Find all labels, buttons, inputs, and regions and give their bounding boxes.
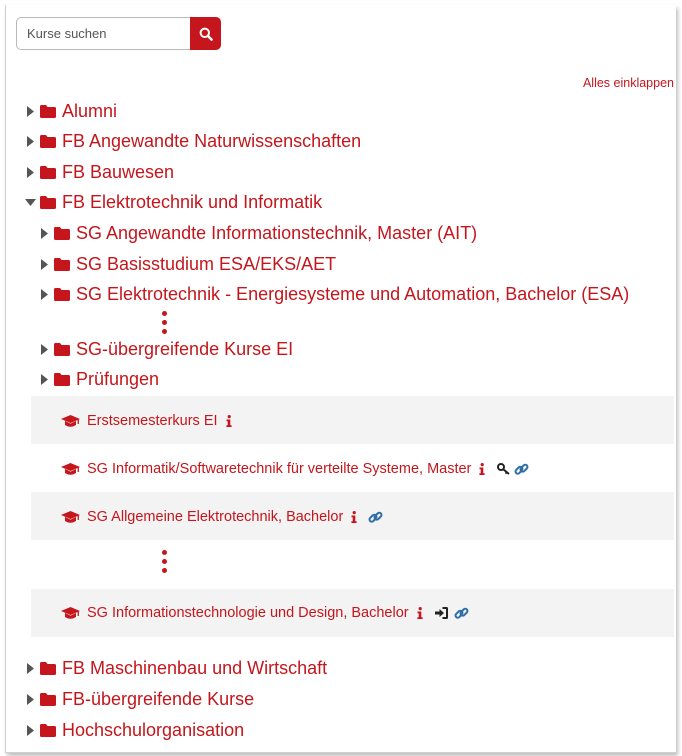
course-link[interactable]: SG Allgemeine Elektrotechnik, Bachelor (87, 509, 344, 525)
folder-icon (40, 135, 56, 148)
subcategory-label[interactable]: SG Basisstudium ESA/EKS/AET (76, 253, 337, 274)
category-fb-angewandte-naturwissenschaften[interactable] (24, 128, 361, 154)
subcategory-uebergreifende-kurse-ei[interactable] (38, 336, 293, 362)
category-label[interactable]: Hochschulorganisation (62, 719, 245, 740)
graduation-cap-icon (61, 607, 80, 620)
search-icon (199, 27, 213, 41)
ellipsis-vertical-icon (162, 311, 167, 334)
caret-right-icon[interactable] (38, 289, 50, 300)
caret-right-icon[interactable] (24, 663, 36, 674)
link-icon (368, 510, 383, 525)
caret-right-icon[interactable] (24, 725, 36, 736)
category-label[interactable]: FB Angewandte Naturwissenschaften (62, 130, 362, 151)
folder-icon (40, 105, 56, 118)
subcategory-label[interactable]: SG-übergreifende Kurse EI (76, 338, 294, 359)
info-icon[interactable] (479, 463, 485, 475)
info-icon[interactable] (226, 415, 232, 427)
caret-down-icon[interactable] (24, 199, 36, 206)
caret-right-icon[interactable] (38, 228, 50, 239)
category-fb-bauwesen[interactable] (24, 159, 174, 185)
category-fb-maschinenbau-wirtschaft[interactable] (24, 655, 327, 681)
category-fb-elektrotechnik-informatik[interactable] (24, 189, 322, 215)
key-icon (497, 463, 511, 475)
subcategory-ait[interactable] (38, 220, 477, 246)
graduation-cap-icon (61, 463, 80, 476)
folder-icon (54, 288, 70, 301)
caret-right-icon[interactable] (24, 167, 36, 178)
course-link[interactable]: SG Informatik/Softwaretechnik für verteilte Systeme, Master (87, 461, 472, 477)
folder-icon (40, 662, 56, 675)
search-button[interactable] (190, 17, 221, 50)
course-item[interactable] (61, 457, 529, 481)
caret-right-icon[interactable] (38, 259, 50, 270)
link-icon (514, 462, 529, 477)
folder-icon (54, 343, 70, 356)
subcategory-basisstudium[interactable] (38, 251, 336, 277)
subcategory-esa[interactable] (38, 281, 629, 307)
course-search (16, 17, 221, 50)
link-icon (454, 606, 469, 621)
course-link[interactable]: Erstsemesterkurs EI (87, 413, 218, 429)
course-item[interactable] (61, 601, 469, 625)
folder-icon (54, 227, 70, 240)
subcategory-label[interactable]: Prüfungen (76, 368, 160, 389)
graduation-cap-icon (61, 415, 80, 428)
caret-right-icon[interactable] (24, 106, 36, 117)
category-label[interactable]: FB-übergreifende Kurse (62, 688, 255, 709)
category-label[interactable]: FB Maschinenbau und Wirtschaft (62, 657, 328, 678)
info-icon[interactable] (417, 607, 423, 619)
subcategory-label[interactable]: SG Angewandte Informationstechnik, Master (AIT) (76, 222, 478, 243)
category-label[interactable]: FB Elektrotechnik und Informatik (62, 191, 323, 212)
course-item[interactable] (61, 505, 383, 529)
category-hochschulorganisation[interactable] (24, 717, 244, 743)
subcategory-pruefungen[interactable] (38, 366, 159, 392)
category-fb-uebergreifende-kurse[interactable] (24, 686, 254, 712)
category-label[interactable]: Alumni (62, 100, 118, 121)
folder-icon (40, 724, 56, 737)
folder-icon (40, 166, 56, 179)
sign-in-icon (435, 607, 448, 619)
category-alumni[interactable] (24, 98, 117, 124)
course-item[interactable] (61, 409, 232, 433)
folder-icon (54, 373, 70, 386)
folder-icon (54, 258, 70, 271)
subcategory-label[interactable]: SG Elektrotechnik - Energiesysteme und Automation, Bachelor (ESA) (76, 283, 630, 304)
folder-icon (40, 196, 56, 209)
caret-right-icon[interactable] (24, 136, 36, 147)
caret-right-icon[interactable] (38, 344, 50, 355)
folder-icon (40, 693, 56, 706)
collapse-all-link[interactable]: Alles einklappen (582, 76, 674, 90)
caret-right-icon[interactable] (24, 694, 36, 705)
course-link[interactable]: SG Informationstechnologie und Design, Bachelor (87, 605, 409, 621)
search-input[interactable] (16, 17, 190, 50)
ellipsis-vertical-icon (162, 550, 167, 573)
graduation-cap-icon (61, 511, 80, 524)
category-label[interactable]: FB Bauwesen (62, 161, 175, 182)
caret-right-icon[interactable] (38, 374, 50, 385)
info-icon[interactable] (351, 511, 357, 523)
